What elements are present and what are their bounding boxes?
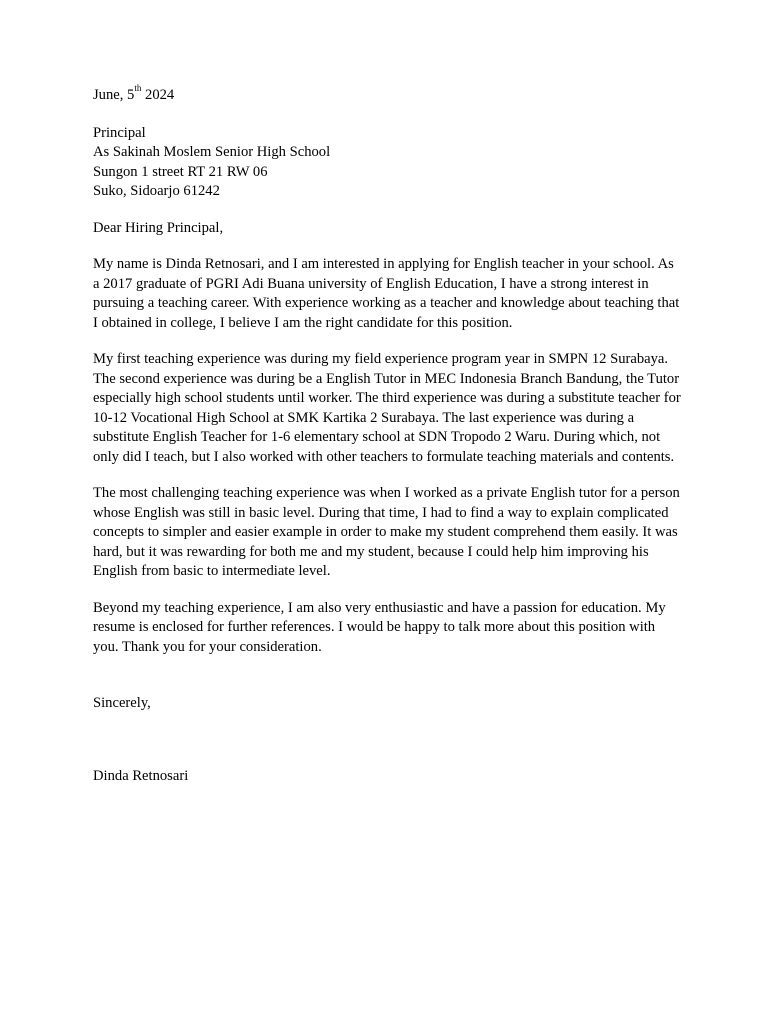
body-paragraph-conclusion: Beyond my teaching experience, I am also very enthusiastic and have a passion for education. My resume is enclosed for further references. I would be happy to talk more about this position with you. Thank you for your consideration. (93, 599, 666, 655)
body-paragraph-experience: My first teaching experience was during my field experience program year in SMPN 12 Surabaya. The second experience was during be a English Tutor in MEC Indonesia Branch Bandung, the Tutor especially high school students until worker. The third experience was during a substitute teacher for 10-12 Vocational High School at SMK Kartika 2 Surabaya. The last experience was during a substitute English Teacher for 1-6 elementary school at SDN Tropodo 2 Waru. During which, not only did I teach, but I also worked with other teachers to formulate teaching materials and contents. (93, 351, 681, 465)
date-year: 2024 (141, 87, 175, 103)
recipient-street: Sungon 1 street RT 21 RW 06 (93, 163, 268, 180)
date-month-day: June, 5 (93, 87, 135, 103)
salutation: Dear Hiring Principal, (93, 219, 224, 236)
letter-date (93, 83, 683, 106)
recipient-title: Principal (93, 124, 146, 141)
closing: Sincerely, (93, 695, 151, 711)
recipient-city: Suko, Sidoarjo 61242 (93, 183, 220, 199)
date-ordinal-suffix: th (134, 83, 142, 94)
recipient-school: As Sakinah Moslem Senior High School (93, 144, 331, 160)
body-paragraph-intro: My name is Dinda Retnosari, and I am interested in applying for English teacher in your school. As a 2017 graduate of PGRI Adi Buana university of English Education, I have a strong interest in pursuing a teaching career. With experience working as a teacher and knowledge about teaching that I obtained in college, I believe I am the right candidate for this position. (93, 256, 680, 331)
body-paragraph-challenge: The most challenging teaching experience was when I worked as a private English tutor for a person whose English was still in basic level. During that time, I had to find a way to explain complicated concepts to simpler and easier example in order to make my student comprehend them easily. It was hard, but it was rewarding for both me and my student, because I could help him improving his English from basic to intermediate level. (93, 485, 680, 579)
recipient-address (93, 124, 683, 202)
cover-letter (93, 83, 683, 786)
signature-name: Dinda Retnosari (93, 767, 189, 784)
